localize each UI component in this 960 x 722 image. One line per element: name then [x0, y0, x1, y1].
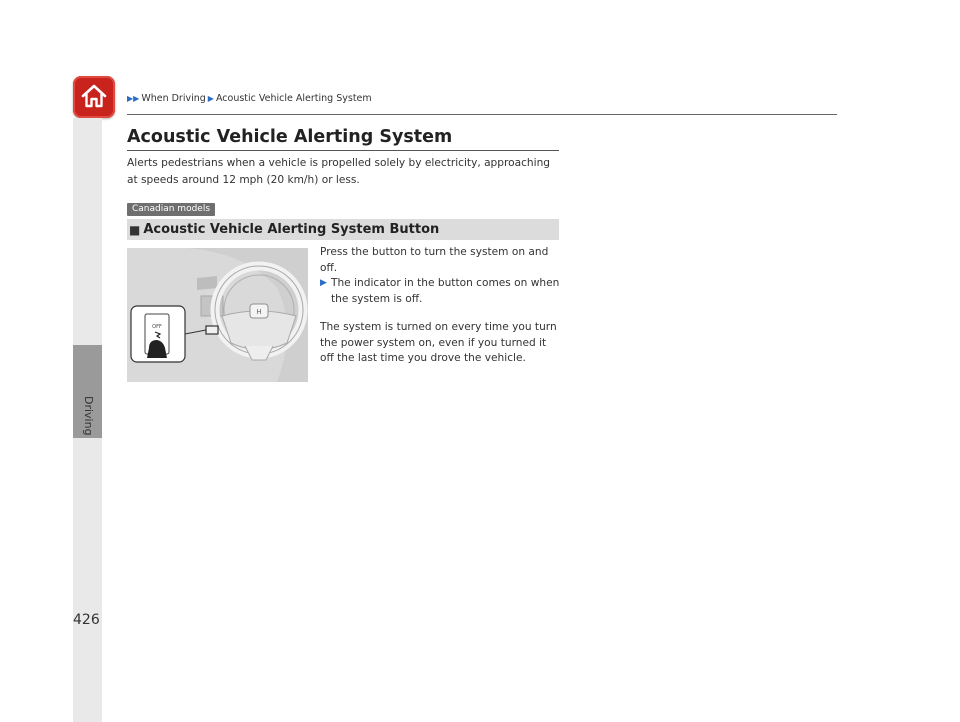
instruction-paragraph-1: Press the button to turn the system on and off.	[320, 246, 549, 274]
instructions	[320, 245, 560, 367]
breadcrumb	[127, 93, 372, 104]
instruction-paragraph-2: The system is turned on every time you turn the power system on, even if you turned it off the last time you drove the vehicle.	[320, 321, 557, 364]
home-button[interactable]	[73, 76, 115, 118]
intro-paragraph: Alerts pedestrians when a vehicle is propelled solely by electricity, approaching at speeds around 12 mph (20 km/h) or less.	[127, 157, 551, 186]
model-badge: Canadian models	[127, 203, 215, 216]
section-marker-icon: ■	[129, 222, 141, 237]
triangle-right-icon: ▶	[320, 278, 327, 288]
instruction-subitem-text: The indicator in the button comes on when the system is off.	[331, 277, 560, 305]
breadcrumb-item-current: Acoustic Vehicle Alerting System	[215, 93, 372, 104]
chapter-label: Driving	[82, 396, 95, 436]
dashboard-illustration	[127, 248, 308, 382]
svg-text:H: H	[256, 308, 262, 316]
section-heading	[127, 219, 559, 240]
page-number: 426	[73, 612, 100, 628]
breadcrumb-item-when-driving[interactable]: When Driving	[141, 93, 206, 104]
section-title: Acoustic Vehicle Alerting System Button	[143, 222, 440, 237]
instruction-subitem	[320, 276, 560, 307]
header-divider	[127, 114, 837, 115]
title-divider	[127, 150, 559, 151]
page-title: Acoustic Vehicle Alerting System	[127, 127, 453, 147]
svg-text:OFF: OFF	[152, 324, 162, 330]
triangle-right-icon: ▶▶	[127, 94, 140, 103]
home-icon	[80, 82, 108, 110]
triangle-right-icon: ▶	[207, 94, 214, 103]
